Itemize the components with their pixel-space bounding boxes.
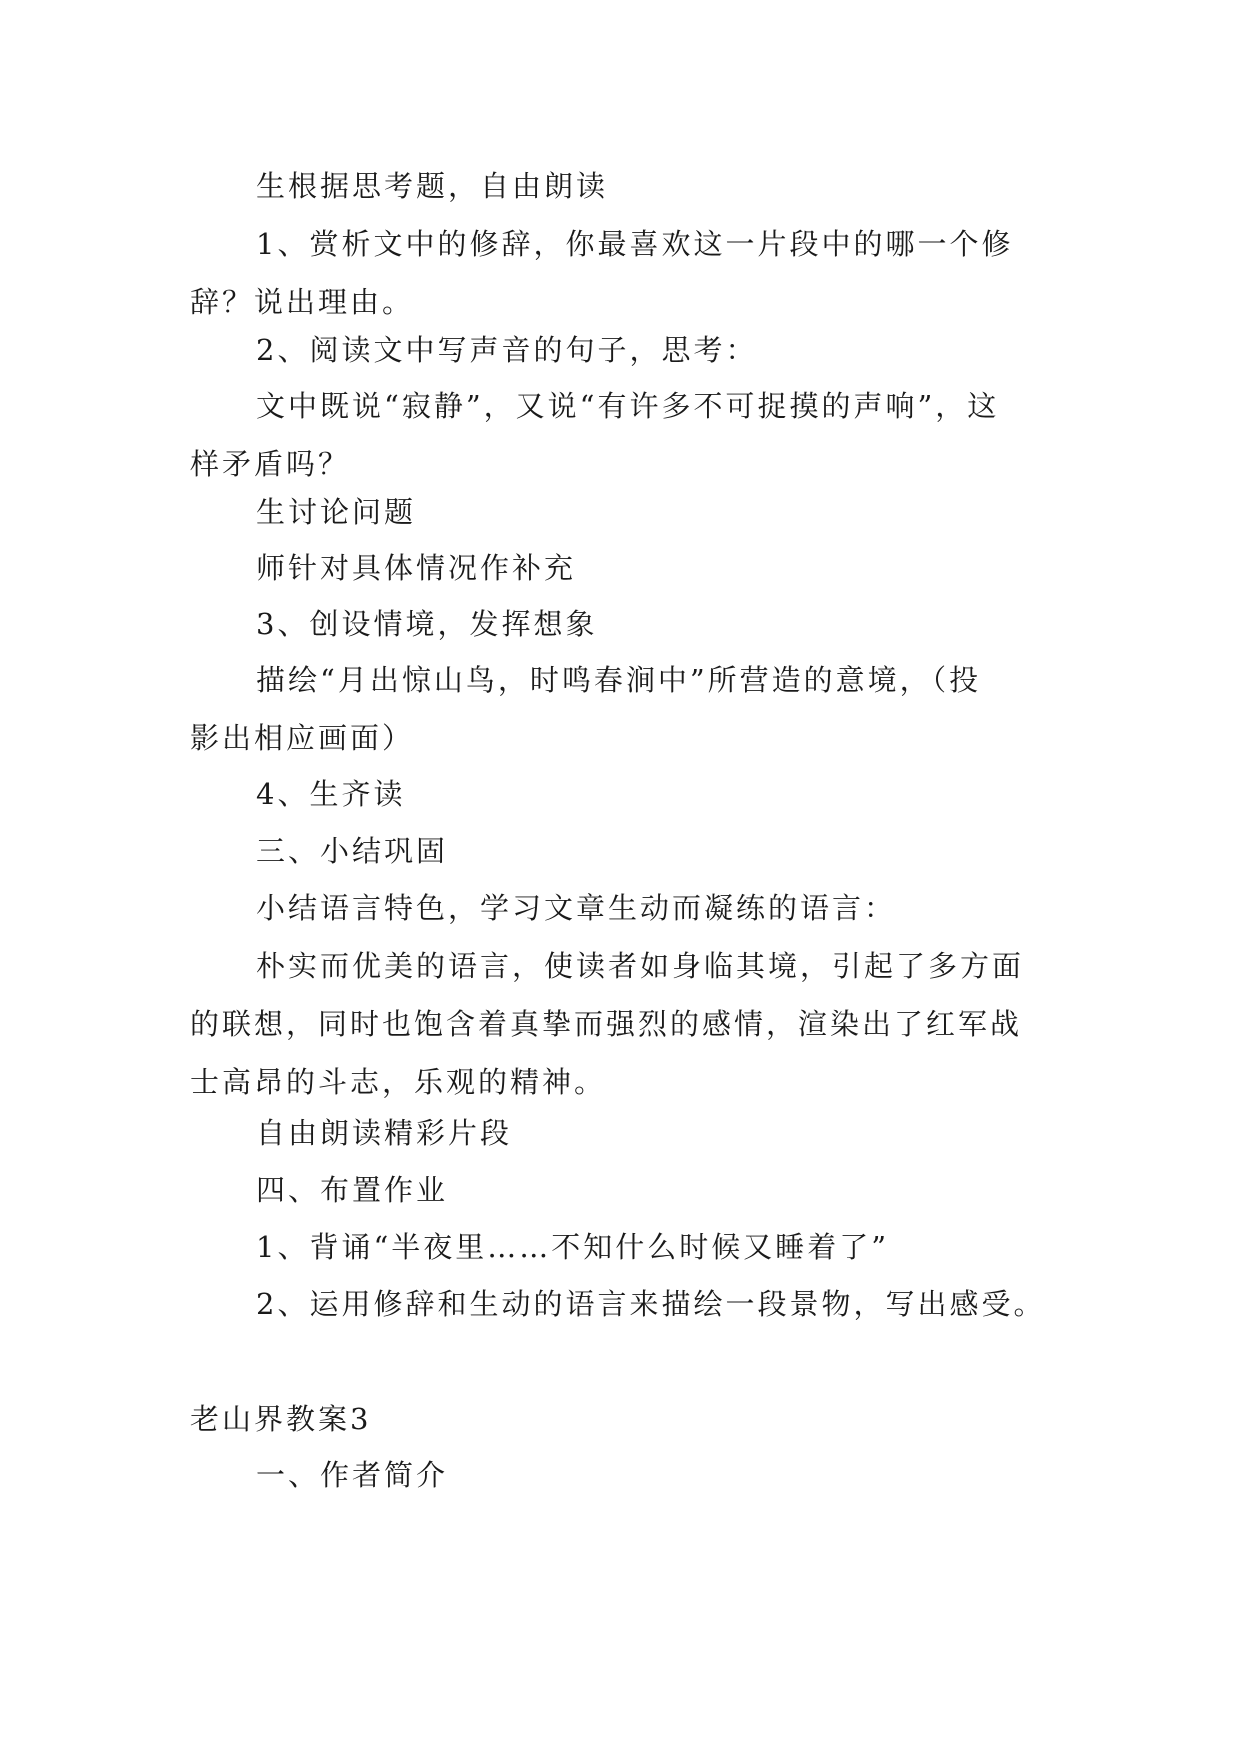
paragraph-line: 文中既说“寂静”，又说“有许多不可捉摸的声响”，这 bbox=[256, 389, 1000, 423]
paragraph bbox=[190, 1446, 1060, 1504]
paragraph-line: 样矛盾吗？ bbox=[190, 447, 351, 481]
paragraph-line: 四、布置作业 bbox=[256, 1173, 449, 1207]
paragraph bbox=[190, 539, 1060, 597]
paragraph-line: 描绘“月出惊山鸟，时鸣春涧中”所营造的意境，（投 bbox=[256, 663, 982, 697]
paragraph bbox=[190, 1161, 1060, 1219]
paragraph bbox=[190, 1275, 1060, 1333]
paragraph bbox=[190, 879, 1060, 937]
section-title: 老山界教案3 bbox=[190, 1402, 372, 1436]
paragraph-line: 朴实而优美的语言，使读者如身临其境，引起了多方面 bbox=[256, 949, 1025, 983]
paragraph-line: 三、小结巩固 bbox=[256, 834, 449, 868]
paragraph bbox=[190, 483, 1060, 541]
paragraph bbox=[190, 822, 1060, 880]
paragraph-line: 生讨论问题 bbox=[256, 495, 417, 529]
paragraph bbox=[190, 321, 1060, 379]
paragraph-line: 辞？说出理由。 bbox=[190, 285, 415, 319]
paragraph bbox=[190, 937, 1060, 1111]
paragraph bbox=[190, 651, 1060, 767]
paragraph-line: 1、赏析文中的修辞，你最喜欢这一片段中的哪一个修 bbox=[256, 227, 1014, 261]
paragraph-line: 一、作者简介 bbox=[256, 1458, 449, 1492]
paragraph-line: 士高昂的斗志，乐观的精神。 bbox=[190, 1065, 607, 1099]
paragraph-line: 2、运用修辞和生动的语言来描绘一段景物，写出感受。 bbox=[256, 1287, 1046, 1321]
paragraph-line: 4、生齐读 bbox=[256, 777, 406, 811]
paragraph-line: 的联想，同时也饱含着真挚而强烈的感情，渲染出了红军战 bbox=[190, 1007, 1023, 1041]
paragraph-line: 小结语言特色，学习文章生动而凝练的语言： bbox=[256, 891, 897, 925]
paragraph-line: 生根据思考题，自由朗读 bbox=[256, 169, 609, 203]
paragraph-line: 师针对具体情况作补充 bbox=[256, 551, 577, 585]
paragraph-line: 自由朗读精彩片段 bbox=[256, 1116, 513, 1150]
paragraph-line: 3、创设情境，发挥想象 bbox=[256, 607, 598, 641]
paragraph bbox=[190, 157, 1060, 215]
paragraph bbox=[190, 377, 1060, 493]
paragraph-line: 2、阅读文中写声音的句子，思考： bbox=[256, 333, 758, 367]
paragraph bbox=[190, 1218, 1060, 1276]
paragraph bbox=[190, 595, 1060, 653]
paragraph bbox=[190, 765, 1060, 823]
paragraph bbox=[190, 215, 1060, 331]
paragraph-line: 影出相应画面） bbox=[190, 721, 415, 755]
paragraph bbox=[190, 1104, 1060, 1162]
paragraph-line: 1、背诵“半夜里……不知什么时候又睡着了” bbox=[256, 1230, 890, 1264]
